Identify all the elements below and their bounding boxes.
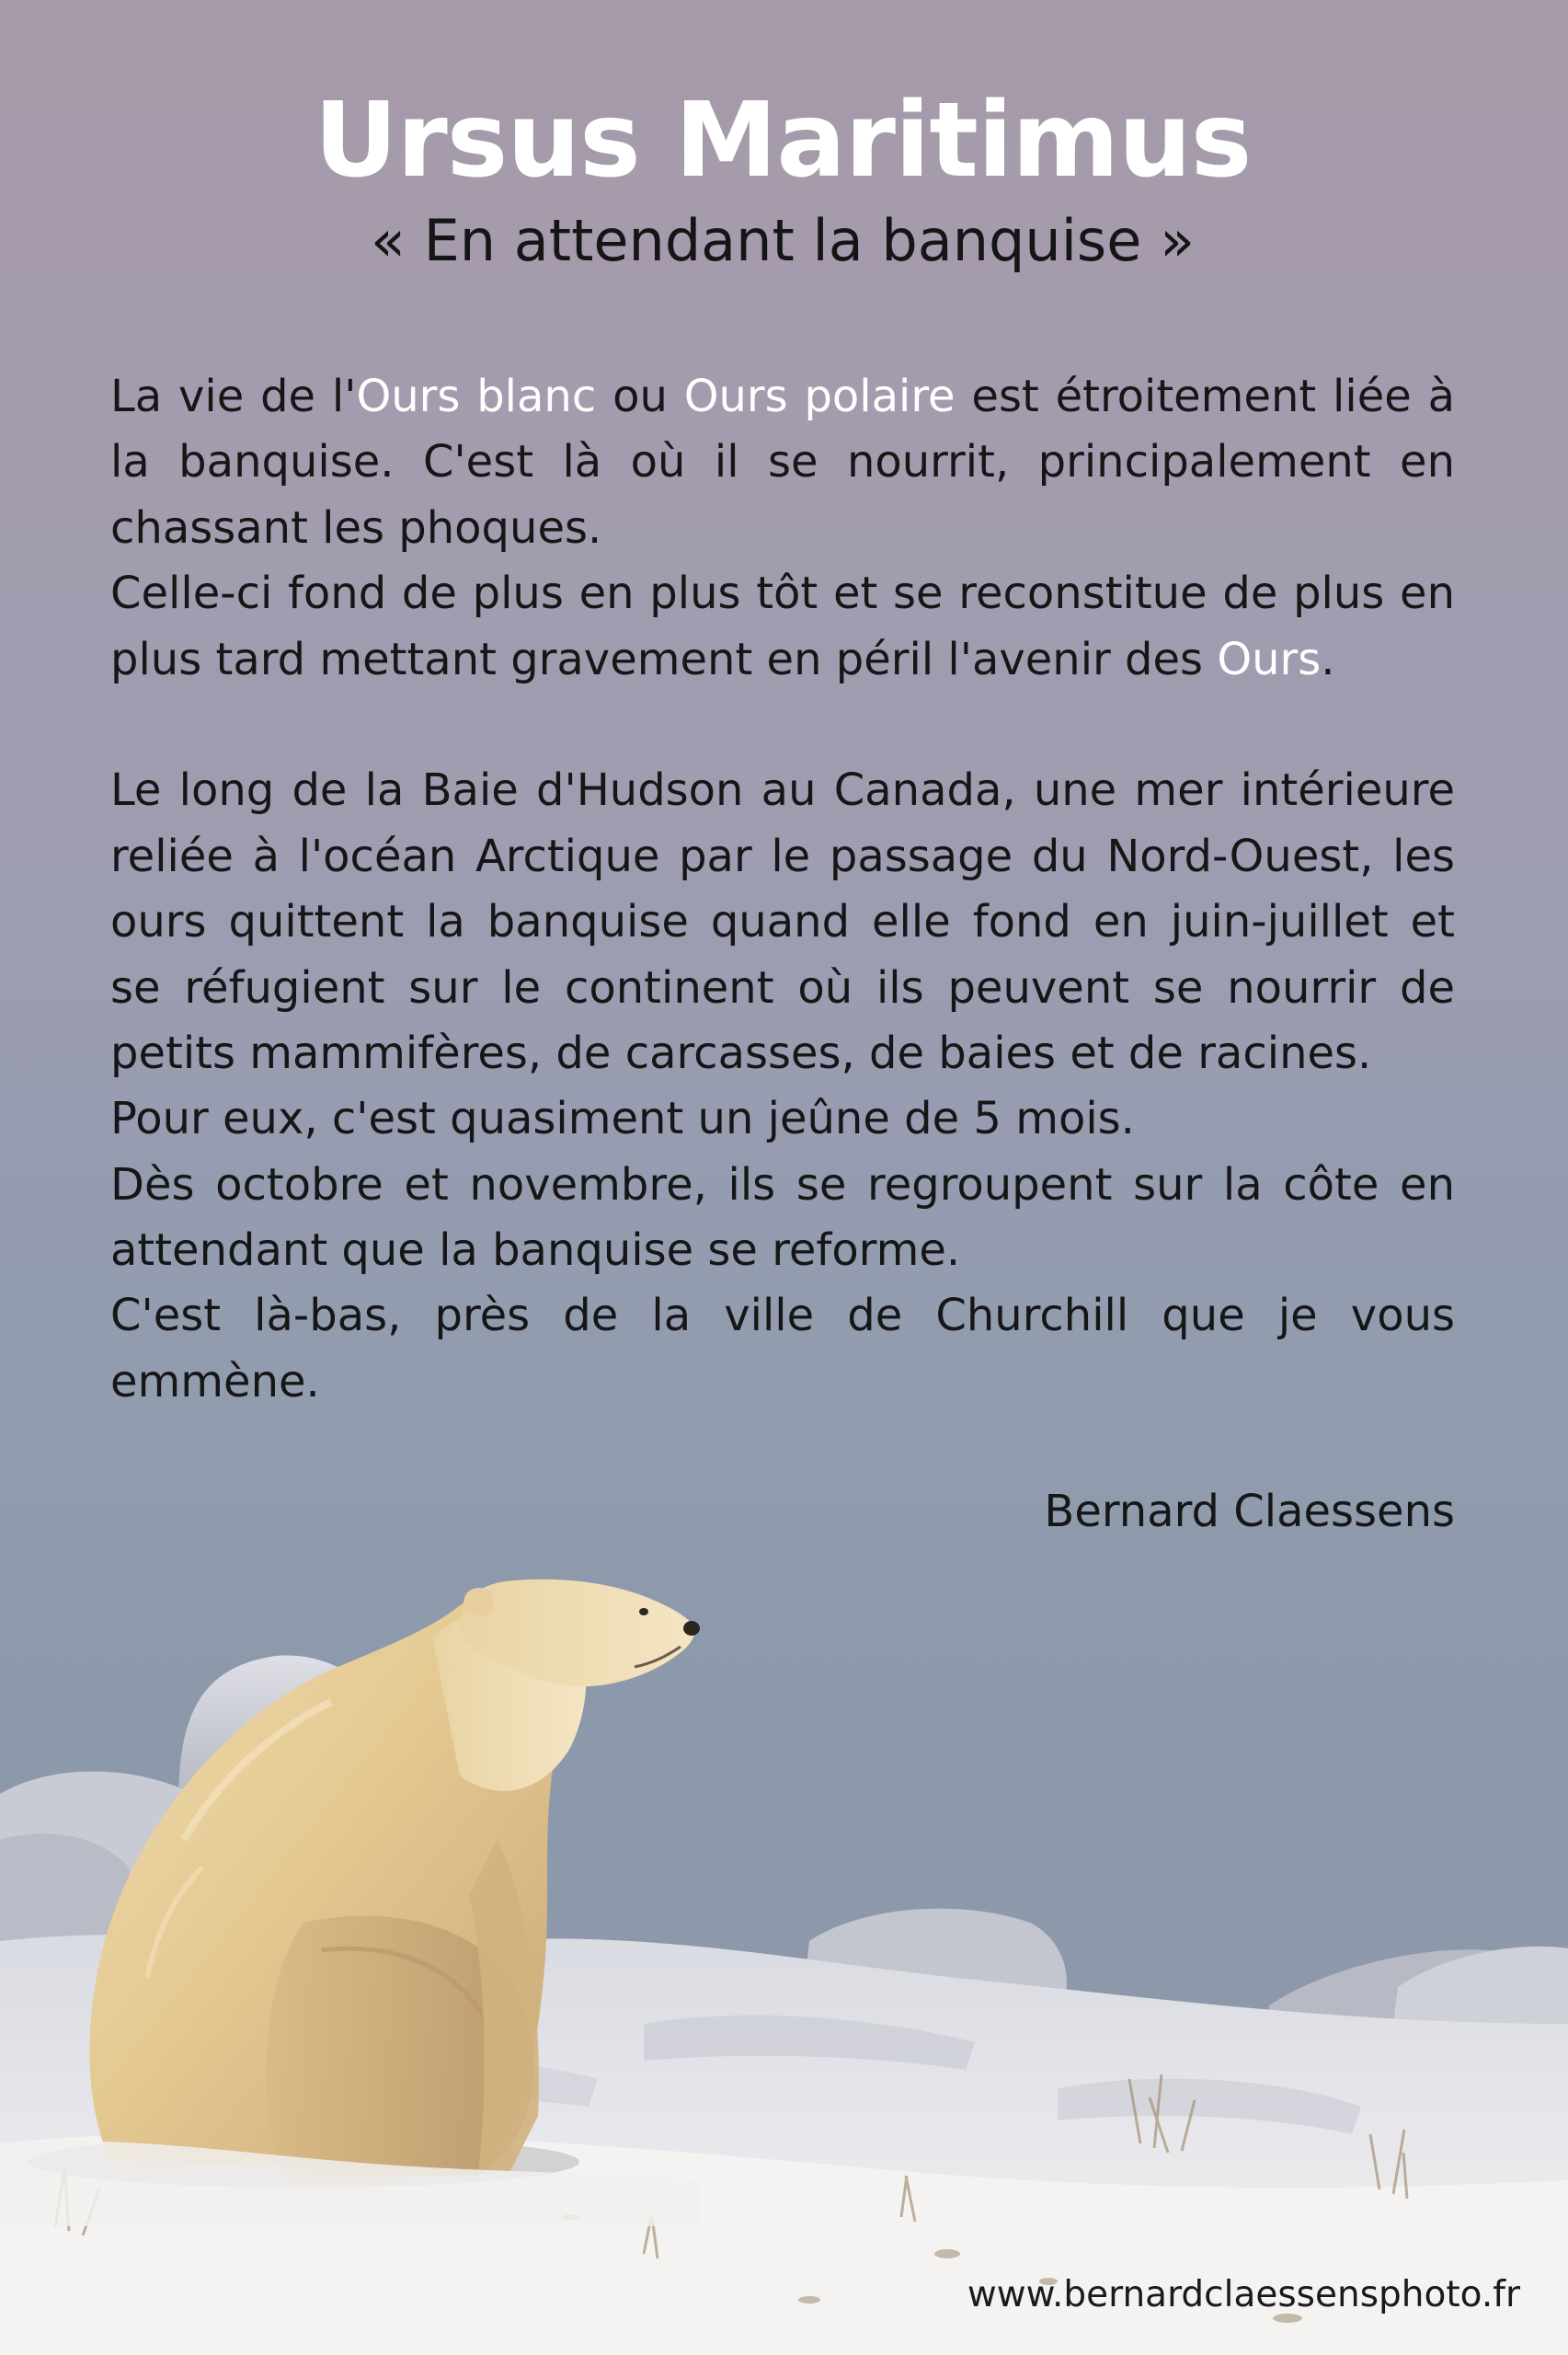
body-text <box>110 364 1455 1415</box>
page-subtitle: « En attendant la banquise » <box>370 207 1196 274</box>
paragraph-1-line-4: Celle-ci fond de plus en plus tôt et se reconstitue de plus en <box>110 568 1455 620</box>
paragraph-2-line-9: C'est là-bas, près de la ville de Churchill que je vous <box>110 1290 1455 1342</box>
highlight-ours-polaire: Ours polaire <box>683 371 956 422</box>
text-fragment: . <box>1321 633 1335 685</box>
paragraph-1-line-5 <box>110 627 1455 693</box>
paragraph-2-line-2: reliée à l'océan Arctique par le passage du Nord-Ouest, les <box>110 830 1455 882</box>
website-link[interactable]: www.bernardclaessensphoto.fr <box>967 2274 1520 2315</box>
paragraph-2-line-1: Le long de la Baie d'Hudson au Canada, une mer intérieure <box>110 764 1455 817</box>
paragraph-2-line-4: se réfugient sur le continent où ils peuvent se nourrir de <box>110 961 1455 1014</box>
paragraph-1-line-2: la banquise. C'est là où il se nourrit, principalement en <box>110 436 1455 488</box>
paragraph-2-line-5: petits mammifères, de carcasses, de baies et de racines. <box>110 1027 1372 1079</box>
page-title: Ursus Maritimus <box>314 81 1252 201</box>
paragraph-2-line-8: attendant que la banquise se reforme. <box>110 1224 961 1277</box>
paragraph-2-line-3: ours quittent la banquise quand elle fond en juin-juillet et <box>110 896 1455 948</box>
author-signature: Bernard Claessens <box>1044 1486 1455 1537</box>
text-fragment: ou <box>596 371 684 422</box>
paragraph-1-line-3: chassant les phoques. <box>110 501 602 554</box>
paragraph-gap <box>110 693 1455 758</box>
paragraph-2-line-6: Pour eux, c'est quasiment un jeûne de 5 mois. <box>110 1093 1135 1145</box>
paragraph-2-line-7: Dès octobre et novembre, ils se regroupent sur la côte en <box>110 1158 1455 1211</box>
paragraph-2-line-10: emmène. <box>110 1355 320 1407</box>
text-fragment: plus tard mettant gravement en péril l'avenir des <box>110 633 1218 685</box>
highlight-ours: Ours <box>1217 633 1322 685</box>
text-fragment: est étroitement liée à <box>955 371 1456 422</box>
highlight-ours-blanc: Ours blanc <box>356 371 597 422</box>
text-fragment: La vie de l' <box>110 371 357 422</box>
paragraph-1-line-1 <box>110 364 1455 430</box>
